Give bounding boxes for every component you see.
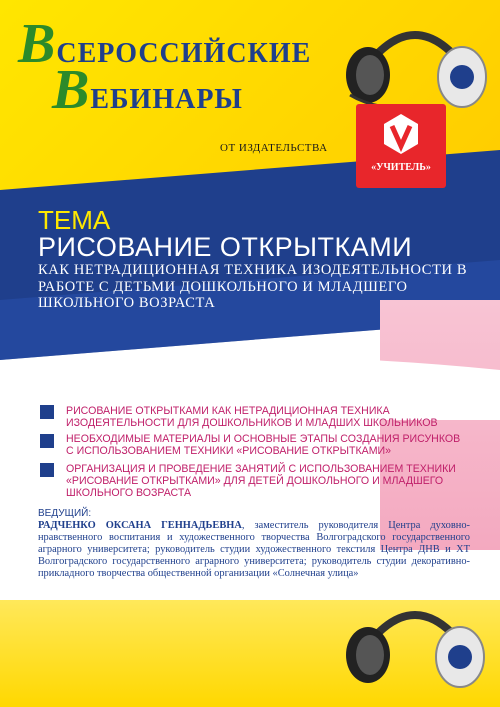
bullet-item-2: НЕОБХОДИМЫЕ МАТЕРИАЛЫ И ОСНОВНЫЕ ЭТАПЫ СОЗДАНИЯ РИСУНКОВ С ИСПОЛЬЗОВАНИЕМ ТЕХНИКИ «РИСОВАНИЕ ОТКРЫТКАМИ» bbox=[66, 433, 461, 457]
topic-title: РИСОВАНИЕ ОТКРЫТКАМИ bbox=[38, 232, 413, 262]
bullet-item-1: РИСОВАНИЕ ОТКРЫТКАМИ КАК НЕТРАДИЦИОННАЯ ТЕХНИКА ИЗОДЕЯТЕЛЬНОСТИ ДЛЯ ДОШКОЛЬНИКОВ И МЛАДШИХ ШКОЛЬНИКОВ bbox=[66, 405, 438, 429]
logo-initial-1: В bbox=[18, 13, 57, 75]
bullet-marker bbox=[40, 405, 54, 419]
topic-subtitle: КАК НЕТРАДИЦИОННАЯ ТЕХНИКА ИЗОДЕЯТЕЛЬНОСТИ В РАБОТЕ С ДЕТЬМИ ДОШКОЛЬНОГО И МЛАДШЕГО ШКОЛЬНОГО ВОЗРАСТА bbox=[38, 262, 468, 311]
publisher-label: ОТ ИЗДАТЕЛЬСТВА bbox=[220, 142, 328, 154]
presenter-info bbox=[38, 520, 470, 580]
bullet-marker bbox=[40, 463, 54, 477]
logo-word-2: ЕБИНАРЫ bbox=[90, 84, 243, 115]
headphones-icon bbox=[340, 5, 490, 115]
logo-word-1: СЕРОССИЙСКИЕ bbox=[56, 38, 312, 69]
presenter-label: ВЕДУЩИЙ: bbox=[38, 508, 92, 519]
logo-title-line2 bbox=[52, 58, 243, 122]
logo-initial-2: В bbox=[52, 59, 91, 121]
presenter-description: , заместитель руководителя Центра духовно-нравственного воспитания и художественного творчества Волгоградского государственного аграрного университета; руководитель студии художественного текстиля Центра ДНВ и ХТ Волгоградского государственного аграрного университета; руководитель студии декоративно-прикладного творчества общественной организации «Солнечная улица» bbox=[38, 520, 470, 580]
headphones-bottom-icon bbox=[340, 575, 490, 700]
publisher-logo-icon bbox=[380, 112, 422, 156]
bullet-marker bbox=[40, 434, 54, 448]
presenter-name: РАДЧЕНКО ОКСАНА ГЕННАДЬЕВНА bbox=[38, 520, 242, 531]
topic-label: ТЕМА bbox=[38, 205, 111, 235]
bullet-item-3: ОРГАНИЗАЦИЯ И ПРОВЕДЕНИЕ ЗАНЯТИЙ С ИСПОЛЬЗОВАНИЕМ ТЕХНИКИ «РИСОВАНИЕ ОТКРЫТКАМИ» ДЛЯ ДЕТЕЙ ДОШКОЛЬНОГО И МЛАДШЕГО ШКОЛЬНОГО ВОЗРАСТА bbox=[66, 463, 456, 499]
publisher-badge-label: «УЧИТЕЛЬ» bbox=[371, 162, 431, 173]
